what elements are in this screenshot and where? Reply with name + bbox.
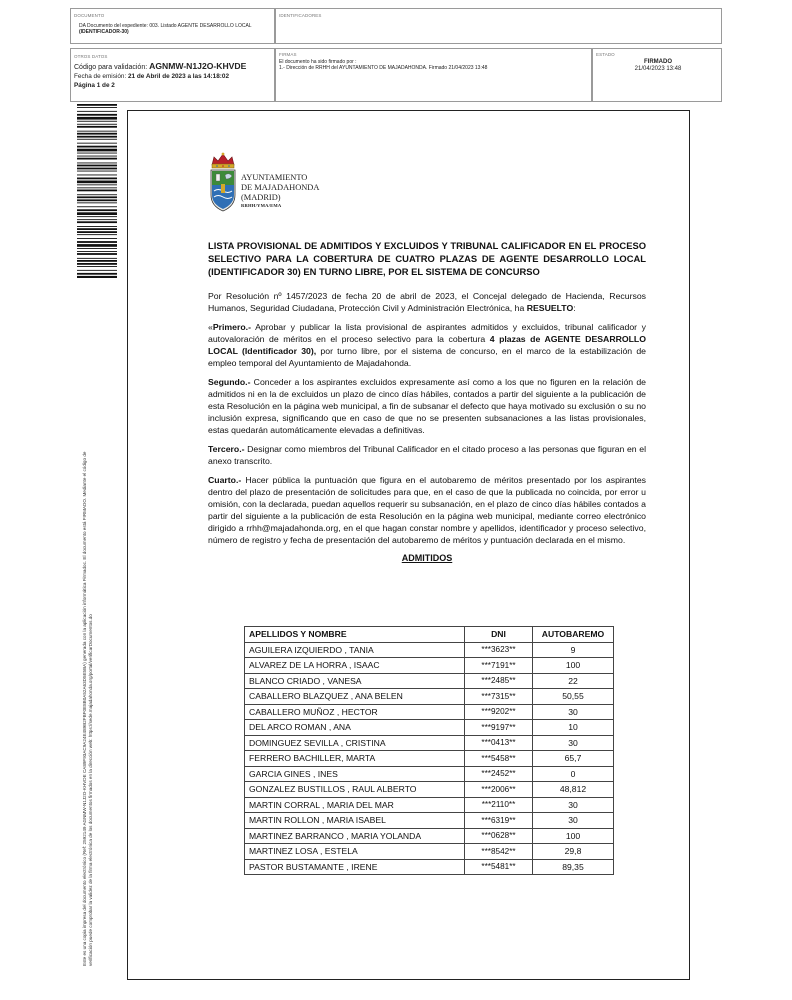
fecha-emision: Fecha de emisión: 21 de Abril de 2023 a las 14:18:02 <box>74 73 230 80</box>
header-apellidos-nombre: APELLIDOS Y NOMBRE <box>245 627 465 643</box>
otros-datos-label: OTROS DATOS <box>74 54 108 59</box>
barcode-bar <box>77 153 117 154</box>
cell-name: CABALLERO BLAZQUEZ , ANA BELEN <box>245 689 465 705</box>
barcode-bar <box>77 209 117 211</box>
barcode-bar <box>77 107 117 108</box>
barcode-bar <box>77 234 117 235</box>
cell-name: AGUILERA IZQUIERDO , TANIA <box>245 642 465 658</box>
cell-dni: ***2485** <box>465 673 533 689</box>
cell-name: DEL ARCO ROMAN , ANA <box>245 720 465 736</box>
barcode-bar <box>77 149 117 152</box>
primero-heading: Primero.- <box>212 322 251 332</box>
cell-name: MARTINEZ LOSA , ESTELA <box>245 844 465 860</box>
cuarto-heading: Cuarto.- <box>208 475 242 485</box>
barcode-bar <box>77 163 117 164</box>
table-row <box>245 642 614 658</box>
cell-dni: ***6319** <box>465 813 533 829</box>
identificadores-box <box>275 8 722 44</box>
cell-autobaremo: 50,55 <box>533 689 614 705</box>
firmas-box <box>275 48 592 102</box>
cell-name: MARTIN CORRAL , MARIA DEL MAR <box>245 797 465 813</box>
cell-name: GARCIA GINES , INES <box>245 766 465 782</box>
barcode-bar <box>77 133 117 135</box>
cell-dni: ***2110** <box>465 797 533 813</box>
cell-dni: ***9202** <box>465 704 533 720</box>
vertical-note-line1: Este es una copia impresa del documento electrónico (Ref: 2592149 AGNMW-N1J2O-KHVDE CA89F93AC9A24E489B2FBF0E8B0A52A63D5E5BA) generada con la aplicación informática Firmadoc. El documento está FIRMADO. Mediante el código de <box>82 451 87 966</box>
cell-name: DOMINGUEZ SEVILLA , CRISTINA <box>245 735 465 751</box>
documento-label: DOCUMENTO <box>74 13 105 18</box>
letterhead-line3: (MADRID) <box>241 193 281 202</box>
barcode-image <box>77 104 117 278</box>
barcode-bar <box>77 276 117 278</box>
barcode-bar <box>77 187 117 188</box>
barcode-bar <box>77 231 117 233</box>
barcode-bar <box>77 124 117 125</box>
document-body <box>208 239 646 563</box>
header-dni: DNI <box>465 627 533 643</box>
table-row <box>245 813 614 829</box>
cell-autobaremo: 30 <box>533 813 614 829</box>
barcode-bar <box>77 171 117 172</box>
admitidos-table <box>244 626 614 875</box>
codigo-value: AGNMW-N1J2O-KHVDE <box>149 61 247 71</box>
paragraph-segundo: Segundo.- Conceder a los aspirantes excluidos expresamente así como a los que no figuren en la relación de admitidos ni en la de excluidos un plazo de cinco días hábiles, contados a partir del siguiente a la publicación de esta Resolución en la página web municipal, a fin de subsanar el defecto que haya motivado su exclusión o su no inclusión expresa, significando que en caso de que no se presenten subsanaciones a las listas provisionales, estas quedarán automáticamente elevadas a definitivas. <box>208 377 646 435</box>
barcode-bar <box>77 131 117 132</box>
cell-autobaremo: 9 <box>533 642 614 658</box>
estado-value: FIRMADO <box>644 59 672 65</box>
table-row <box>245 735 614 751</box>
cell-name: MARTIN ROLLON , MARIA ISABEL <box>245 813 465 829</box>
estado-box <box>592 48 722 102</box>
cell-autobaremo: 89,35 <box>533 859 614 875</box>
header-autobaremo: AUTOBAREMO <box>533 627 614 643</box>
estado-date: 21/04/2023 13:48 <box>634 66 682 72</box>
cell-dni: ***5481** <box>465 859 533 875</box>
barcode-bar <box>77 228 117 230</box>
barcode-bar <box>77 114 117 116</box>
identificadores-label: IDENTIFICADORES <box>279 13 322 18</box>
firmas-line2: 1.- Dirección de RRHH del AYUNTAMIENTO DE MAJADAHONDA. Firmado 21/04/2023 13:48 <box>279 65 488 71</box>
fecha-value: 21 de Abril de 2023 a las 14:18:02 <box>128 73 230 80</box>
resuelto-label: RESUELTO <box>526 303 574 313</box>
barcode-bar <box>77 212 117 215</box>
segundo-heading: Segundo.- <box>208 377 251 387</box>
letterhead-line1: AYUNTAMIENTO <box>241 173 308 182</box>
table-row <box>245 658 614 674</box>
barcode-bar <box>77 253 117 255</box>
cell-autobaremo: 65,7 <box>533 751 614 767</box>
table-row <box>245 828 614 844</box>
barcode-bar <box>77 121 117 122</box>
cell-autobaremo: 30 <box>533 704 614 720</box>
barcode-bar <box>77 263 117 265</box>
cell-autobaremo: 10 <box>533 720 614 736</box>
cell-dni: ***2452** <box>465 766 533 782</box>
barcode-bar <box>77 175 117 176</box>
cell-name: PASTOR BUSTAMANTE , IRENE <box>245 859 465 875</box>
vertical-note-line2: verificación puede comprobar la validez de la firma electrónica de los documentos firmados en la dirección web: https://sede.majadahonda.org/portal/verificarDocumentos.do <box>88 614 93 966</box>
document-page <box>127 110 690 980</box>
barcode-bar <box>77 251 117 252</box>
barcode-bar <box>77 139 117 140</box>
barcode-bar <box>77 266 117 267</box>
documento-box <box>70 8 275 44</box>
barcode-bar <box>77 226 117 227</box>
plazas-bold: 4 plazas de AGENTE DESARROLLO LOCAL (Identificador 30), <box>208 334 646 356</box>
cell-dni: ***0413** <box>465 735 533 751</box>
barcode-bar <box>77 244 117 247</box>
document-title: LISTA PROVISIONAL DE ADMITIDOS Y EXCLUIDOS Y TRIBUNAL CALIFICADOR EN EL PROCESO SELECTIVO PARA LA COBERTURA DE CUATRO PLAZAS DE AGENTE DESARROLLO LOCAL (IDENTIFICADOR 30) EN TURNO LIBRE, POR EL SISTEMA DE CONCURSO <box>208 240 646 277</box>
cell-name: CABALLERO MUÑOZ , HECTOR <box>245 704 465 720</box>
table-row <box>245 704 614 720</box>
vertical-verification-note <box>82 294 94 966</box>
table-row <box>245 859 614 875</box>
paragraph-cuarto: Cuarto.- Hacer pública la puntuación que figura en el autobaremo de méritos presentado por los aspirantes dentro del plazo de presentación de solicitudes para que, en el caso de que la publicada no coincida, por error u omisión, con la declarada, puedan aquellos requerir su subsanación, en el plazo de cinco días hábiles contados a partir del siguiente a la publicación de esta Resolución en la página web municipal, mediante correo electrónico dirigido a rrhh@majadahonda.org, en el que hagan constar nombre y apellidos, identificador y proceso selectivo, número de registro y fecha de presentación del autobaremo de méritos y puntuación declarada en el mismo. <box>208 475 646 545</box>
barcode-bar <box>77 146 117 148</box>
cell-autobaremo: 100 <box>533 658 614 674</box>
barcode-bar <box>77 238 117 239</box>
barcode-bar <box>77 260 117 262</box>
cell-name: MARTINEZ BARRANCO , MARIA YOLANDA <box>245 828 465 844</box>
barcode-bar <box>77 194 117 195</box>
cell-autobaremo: 0 <box>533 766 614 782</box>
admitidos-heading: ADMITIDOS <box>401 553 453 563</box>
table-row <box>245 782 614 798</box>
cell-name: ALVAREZ DE LA HORRA , ISAAC <box>245 658 465 674</box>
barcode-bar <box>77 241 117 243</box>
estado-label: ESTADO <box>596 52 615 57</box>
barcode-bar <box>77 270 117 271</box>
firmas-label: FIRMAS <box>279 52 297 57</box>
barcode-bar <box>77 111 117 112</box>
barcode-bar <box>77 196 117 198</box>
table-row <box>245 751 614 767</box>
codigo-validacion: Código para validación: AGNMW-N1J2O-KHVDE <box>74 61 247 71</box>
pagina-indicator: Página 1 de 2 <box>74 82 115 89</box>
cell-name: GONZALEZ BUSTILLOS , RAUL ALBERTO <box>245 782 465 798</box>
cell-dni: ***8542** <box>465 844 533 860</box>
table-row <box>245 797 614 813</box>
tercero-heading: Tercero.- <box>208 444 245 454</box>
barcode-bar <box>77 143 117 144</box>
barcode-bar <box>77 219 117 220</box>
table-row <box>245 844 614 860</box>
barcode-bar <box>77 104 117 106</box>
letterhead <box>241 173 319 209</box>
barcode-bar <box>77 273 117 275</box>
barcode-bar <box>77 168 117 170</box>
barcode-bar <box>77 178 117 180</box>
barcode-bar <box>77 126 117 128</box>
letterhead-line2: DE MAJADAHONDA <box>241 183 320 192</box>
table-row <box>245 673 614 689</box>
barcode-bar <box>77 117 117 120</box>
cell-dni: ***3623** <box>465 642 533 658</box>
cell-dni: ***0628** <box>465 828 533 844</box>
barcode-bar <box>77 136 117 138</box>
table-row <box>245 766 614 782</box>
cell-name: BLANCO CRIADO , VANESA <box>245 673 465 689</box>
cell-autobaremo: 30 <box>533 797 614 813</box>
paragraph-tercero: Tercero.- Designar como miembros del Tribunal Calificador en el citado proceso a las personas que figuran en el anexo transcrito. <box>208 444 646 466</box>
intro-paragraph: Por Resolución nº 1457/2023 de fecha 20 de abril de 2023, el Concejal delegado de Hacienda, Recursos Humanos, Seguridad Ciudadana, Protección Civil y Administración Electrónica, ha RESUELTO: <box>208 291 646 313</box>
barcode-bar <box>77 190 117 192</box>
cell-dni: ***2006** <box>465 782 533 798</box>
barcode-bar <box>77 248 117 249</box>
barcode-bar <box>77 202 117 203</box>
coat-of-arms-logo <box>208 151 238 217</box>
barcode-bar <box>77 216 117 217</box>
cell-dni: ***7191** <box>465 658 533 674</box>
table-row <box>245 720 614 736</box>
barcode-bar <box>77 165 117 167</box>
cell-autobaremo: 22 <box>533 673 614 689</box>
barcode-bar <box>77 199 117 201</box>
otros-datos-box <box>70 48 275 102</box>
documento-line1: DA Documento del expediente: 003. Listado AGENTE DESARROLLO LOCAL <box>79 23 252 29</box>
documento-line2: (IDENTIFICADOR-30) <box>79 29 129 35</box>
barcode-bar <box>77 221 117 223</box>
cell-autobaremo: 100 <box>533 828 614 844</box>
firmas-line1: El documento ha sido firmado por : <box>279 59 357 65</box>
cell-dni: ***9197** <box>465 720 533 736</box>
paragraph-primero: «Primero.- Aprobar y publicar la lista provisional de aspirantes admitidos y excluidos, tribunal calificador y autovaloración de méritos en el proceso selectivo para la cobertura 4 plazas de AGENTE DESARROLLO LOCAL (Identificador 30), por turno libre, por el sistema de concurso, en el marco de la estabilización de empleo temporal del Ayuntamiento de Majadahonda. <box>208 322 646 368</box>
barcode-bar <box>77 184 117 185</box>
barcode-bar <box>77 181 117 184</box>
cell-dni: ***5458** <box>465 751 533 767</box>
table-row <box>245 689 614 705</box>
cell-autobaremo: 30 <box>533 735 614 751</box>
barcode-bar <box>77 158 117 160</box>
cell-autobaremo: 29,8 <box>533 844 614 860</box>
barcode-bar <box>77 258 117 259</box>
cell-dni: ***7315** <box>465 689 533 705</box>
cell-name: FERRERO BACHILLER, MARTA <box>245 751 465 767</box>
barcode-bar <box>77 206 117 207</box>
table-header-row <box>245 627 614 643</box>
cell-autobaremo: 48,812 <box>533 782 614 798</box>
barcode-bar <box>77 156 117 157</box>
letterhead-code: RRHH/YMA/EMA <box>241 203 282 208</box>
